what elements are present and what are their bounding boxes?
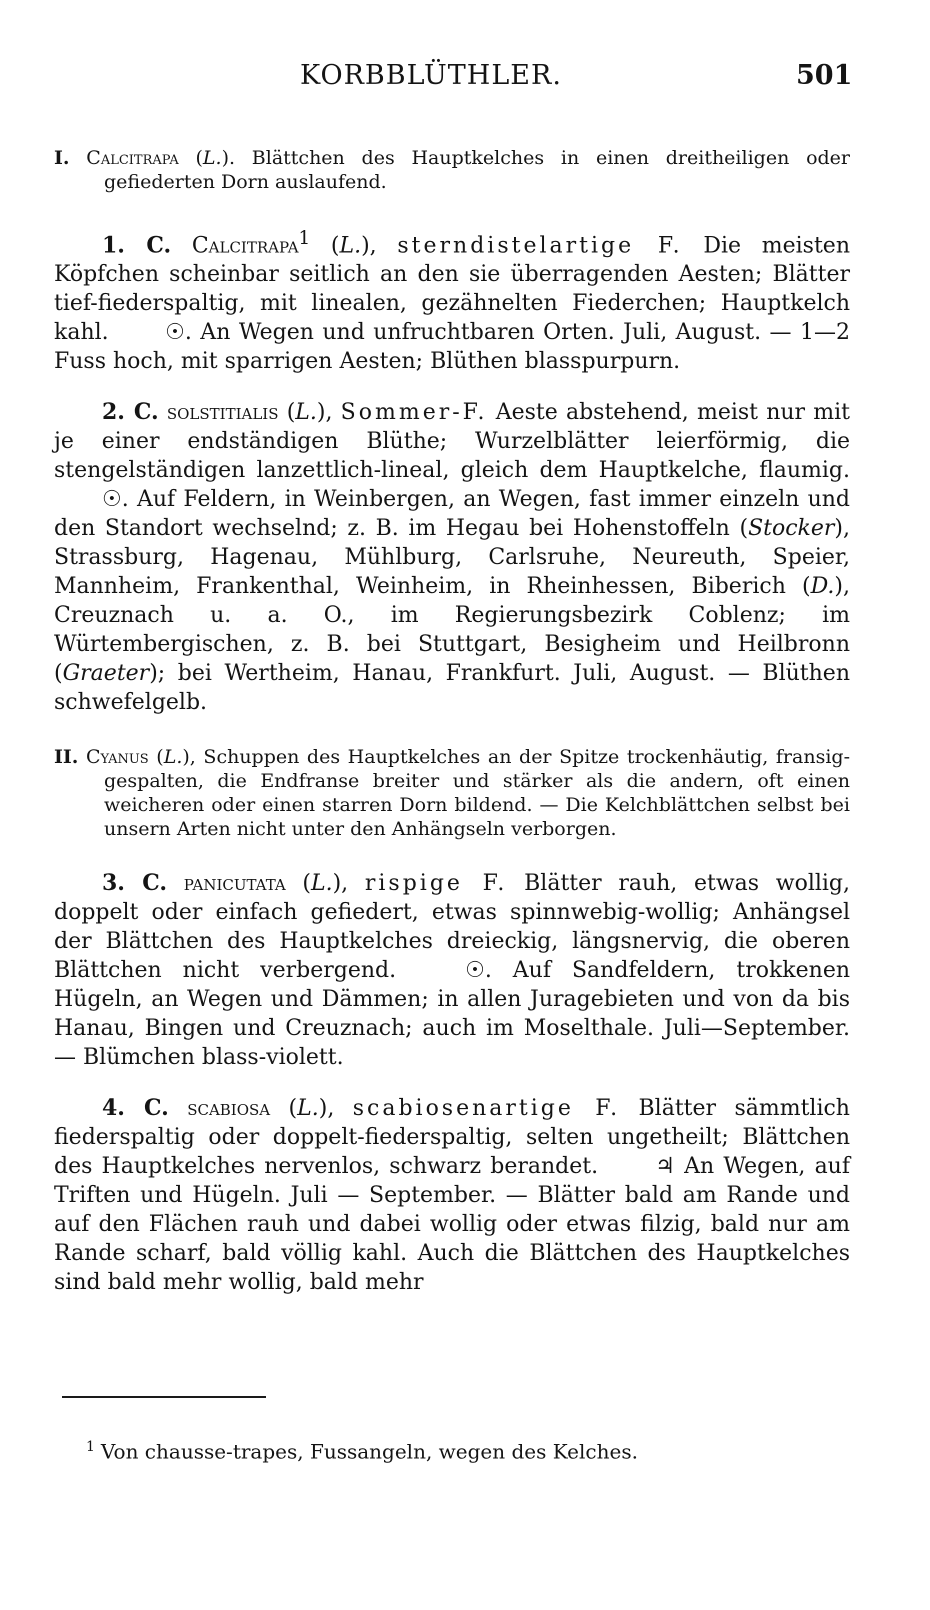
common-name: Sommer-F. bbox=[340, 400, 488, 426]
section-numeral: I. bbox=[54, 147, 70, 169]
species-number: 2. C. bbox=[102, 399, 159, 426]
species-entry-panicutata: 3. C. panicutata (L.), rispige F. Blätter rauh, etwas wollig, doppelt oder einfach gefiedert, etwas spinnwebig-wollig; Anhängsel der Blättchen des Hauptkelches dreieckig, längsnervig, die oberen Blättchen nicht verbergend. ☉. Auf Sandfeldern, trokkenen Hügeln, an Wegen und Dämmen; in allen Juragebieten und von da bis Hanau, Bingen und Creuznach; auch im Moselthale. Juli—September. — Blümchen blass-violett. bbox=[54, 870, 851, 1071]
section-numeral: II. bbox=[54, 746, 79, 769]
species-author: L. bbox=[297, 1096, 319, 1122]
species-number: 1. C. bbox=[102, 232, 172, 259]
section-name: Cyanus bbox=[85, 746, 149, 769]
section-author: L. bbox=[202, 147, 222, 169]
spacer bbox=[54, 717, 850, 745]
body-text bbox=[54, 146, 850, 1297]
spacer bbox=[54, 376, 850, 398]
section-description: Schuppen des Hauptkelches an der Spitze trockenhäutig, fransig-gespalten, die Endfranse breiter und stärker als die andern, oft einen weicheren oder einen starren Dorn bildend. — Die Kelchblättchen selbst bei unsern Arten nicht unter den Anhängseln verborgen. bbox=[104, 746, 850, 841]
species-number: 3. C. bbox=[102, 870, 168, 897]
species-habitat: . Auf Sandfeldern, trokkenen Hügeln, an Wegen und Dämmen; in allen Juragebieten und von da bis Hanau, Bingen und Creuznach; auch im Moselthale. Juli—September. — Blümchen blass-violett. bbox=[54, 958, 851, 1071]
species-author: L. bbox=[310, 871, 333, 897]
species-description: Blätter sämmtlich fiederspaltig oder doppelt-fiederspaltig, selten ungetheilt; Blättchen des Hauptkelches nervenlos, schwarz berandet. bbox=[54, 1096, 850, 1180]
common-name: rispige F. bbox=[364, 871, 508, 897]
species-habitat-cont: ), Strassburg, Hagenau, Mühlburg, Carlsruhe, Neureuth, Speier, Mannheim, Frankenthal, Weinheim, in Rheinhessen, Biberich ( bbox=[54, 516, 850, 600]
common-name: scabiosenartige F. bbox=[352, 1096, 621, 1122]
section-heading-calcitrapa: I. Calcitrapa (L.). Blättchen des Hauptkelches in einen dreitheiligen oder gefiederten Dorn auslaufend. bbox=[54, 147, 850, 193]
species-entry-calcitrapa: 1. C. Calcitrapa$^1$ (L.), sterndistelartige F. Die meisten Köpfchen scheinbar seitlich an den sie überragenden Aesten; Blätter tief-fiederspaltig, mit linealen, gezähnelten Fiederchen; Hauptkelch kahl. ☉. An Wegen und unfruchtbaren Orten. Juli, August. — 1—2 Fuss hoch, mit sparrigen Aesten; Blüthen blasspurpurn. bbox=[54, 228, 850, 375]
species-description: Blätter rauh, etwas wollig, doppelt oder einfach gefiedert, etwas spinnwebig-wollig; Anhängsel der Blättchen des Hauptkelches dreieckig, längsnervig, die oberen Blättchen nicht verbergend. bbox=[54, 871, 851, 984]
spacer bbox=[54, 841, 850, 869]
footnote-reference: 1 bbox=[298, 228, 311, 249]
footnote-divider bbox=[62, 1396, 266, 1398]
species-name: scabiosa bbox=[187, 1096, 271, 1122]
species-name: panicutata bbox=[183, 871, 286, 897]
footnote-text: Von chausse-trapes, Fussangeln, wegen des Kelches. bbox=[100, 1439, 638, 1464]
section-name: Calcitrapa bbox=[86, 147, 179, 169]
spacer bbox=[54, 194, 850, 224]
species-habitat: . Auf Feldern, in Weinbergen, an Wegen, fast immer einzeln und den Standort wechselnd; z. B. im Hegau bei Hohenstoffeln ( bbox=[54, 487, 850, 542]
common-name: sterndistelartige F. bbox=[397, 233, 683, 259]
running-title: KORBBLÜTHLER. bbox=[300, 60, 562, 91]
collector-reference: Graeter bbox=[62, 661, 150, 687]
species-name: Calcitrapa bbox=[191, 233, 299, 259]
section-description: Blättchen des Hauptkelches in einen dreitheiligen oder gefiederten Dorn auslaufend. bbox=[104, 147, 850, 193]
species-habitat: . An Wegen und unfruchtbaren Orten. Juli, August. — 1—2 Fuss hoch, mit sparrigen Aesten; Blüthen blasspurpurn. bbox=[54, 320, 850, 375]
spacer bbox=[54, 1072, 850, 1094]
species-habitat: An Wegen, auf Triften und Hügeln. Juli — September. — Blätter bald am Rande und auf den Flächen rauh und dabei wollig oder etwas filzig, bald nur am Rande scharf, bald völlig kahl. Auch die Blättchen des Hauptkelches sind bald mehr wollig, bald mehr bbox=[54, 1154, 850, 1296]
annual-plant-icon: ☉ bbox=[465, 958, 485, 984]
species-entry-solstitialis: 2. C. solstitialis (L.), Sommer-F. Aeste abstehend, meist nur mit je einer endständigen Blüthe; Wurzelblätter leierförmig, die stengelständigen lanzettlich-lineal, gleich dem Hauptkelche, flaumig. ☉. Auf Feldern, in Weinbergen, an Wegen, fast immer einzeln und den Standort wechselnd; z. B. im Hegau bei Hohenstoffeln (Stocker), Strassburg, Hagenau, Mühlburg, Carlsruhe, Neureuth, Speier, Mannheim, Frankenthal, Weinheim, in Rheinhessen, Biberich (D.), Creuznach u. a. O., im Regierungsbezirk Coblenz; im Würtembergischen, z. B. bei Stuttgart, Besigheim und Heilbronn (Graeter); bei Wertheim, Hanau, Frankfurt. Juli, August. — Blüthen schwefelgelb. bbox=[54, 399, 850, 716]
footnote bbox=[86, 1434, 786, 1465]
page-header bbox=[0, 60, 930, 100]
section-author: L. bbox=[163, 746, 183, 769]
footnote-mark: 1 bbox=[86, 1439, 95, 1455]
species-description: Die meisten Köpfchen scheinbar seitlich an den sie überragenden Aesten; Blätter tief-fiederspaltig, mit linealen, gezähnelten Fiederchen; Hauptkelch kahl. bbox=[54, 233, 850, 346]
species-description: Aeste abstehend, meist nur mit je einer endständigen Blüthe; Wurzelblätter leierförmig, die stengelständigen lanzettlich-lineal, gleich dem Hauptkelche, flaumig. bbox=[54, 400, 850, 484]
perennial-plant-icon: ♃ bbox=[655, 1154, 675, 1180]
species-number: 4. C. bbox=[102, 1095, 169, 1122]
species-habitat-cont: ); bei Wertheim, Hanau, Frankfurt. Juli, August. — Blüthen schwefelgelb. bbox=[54, 661, 850, 716]
page-number: 501 bbox=[796, 60, 853, 91]
species-entry-scabiosa: 4. C. scabiosa (L.), scabiosenartige F. Blätter sämmtlich fiederspaltig oder doppelt-fiederspaltig, selten ungetheilt; Blättchen des Hauptkelches nervenlos, schwarz berandet. ♃ An Wegen, auf Triften und Hügeln. Juli — September. — Blätter bald am Rande und auf den Flächen rauh und dabei wollig oder etwas filzig, bald nur am Rande scharf, bald völlig kahl. Auch die Blättchen des Hauptkelches sind bald mehr wollig, bald mehr bbox=[54, 1095, 850, 1296]
annual-plant-icon: ☉ bbox=[165, 320, 185, 346]
collector-reference: Stocker bbox=[748, 516, 835, 542]
species-author: L. bbox=[295, 400, 317, 426]
collector-reference: D. bbox=[810, 574, 835, 600]
annual-plant-icon: ☉ bbox=[102, 487, 122, 513]
species-author: L. bbox=[339, 233, 362, 259]
species-habitat-cont: ), Creuznach u. a. O., im Regierungsbezirk Coblenz; im Würtembergischen, z. B. bei Stuttgart, Besigheim und Heilbronn ( bbox=[54, 574, 850, 687]
species-name: solstitialis bbox=[166, 400, 279, 426]
section-heading-cyanus: II. Cyanus (L.), Schuppen des Hauptkelches an der Spitze trockenhäutig, fransig-gespalten, die Endfranse breiter und stärker als die andern, oft einen weicheren oder einen starren Dorn bildend. — Die Kelchblättchen selbst bei unsern Arten nicht unter den Anhängseln verborgen. bbox=[54, 746, 850, 841]
